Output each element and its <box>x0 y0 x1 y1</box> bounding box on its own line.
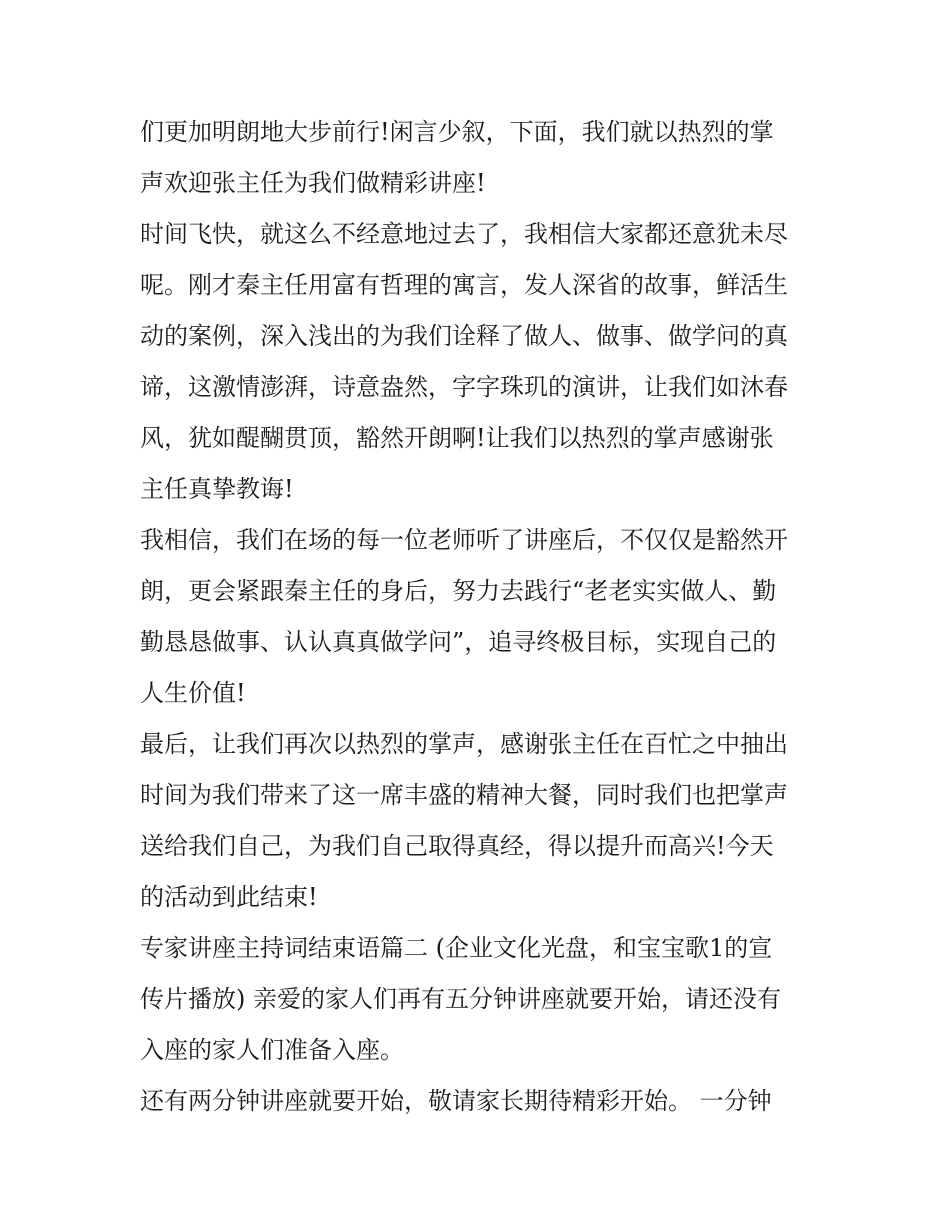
text-line: 们更加明朗地大步前行!闲言少叙，下面，我们就以热烈的掌 <box>140 118 774 146</box>
text-line: 风，犹如醍醐贯顶，豁然开朗啊!让我们以热烈的掌声感谢张 <box>140 424 774 452</box>
text-line: 还有两分钟讲座就要开始，敬请家长期待精彩开始。 一分钟 <box>140 1087 772 1115</box>
text-line: 勤恳恳做事、认认真真做学问”，追寻终极目标，实现自己的 <box>140 628 777 656</box>
text-line: 专家讲座主持词结束语篇二 (企业文化光盘，和宝宝歌1的宣 <box>140 934 773 962</box>
text-line: 朗，更会紧跟秦主任的身后，努力去践行“老老实实做人、勤 <box>140 577 777 605</box>
text-line: 入座的家人们准备入座。 <box>140 1036 404 1064</box>
text-line: 时间为我们带来了这一席丰盛的精神大餐，同时我们也把掌声 <box>140 781 788 809</box>
text-line: 的活动到此结束! <box>140 883 318 911</box>
text-line: 传片播放) 亲爱的家人们再有五分钟讲座就要开始，请还没有 <box>140 985 781 1013</box>
text-line: 最后，让我们再次以热烈的掌声，感谢张主任在百忙之中抽出 <box>140 730 788 758</box>
text-line: 人生价值! <box>140 679 246 707</box>
text-line: 送给我们自己，为我们自己取得真经，得以提升而高兴!今天 <box>140 832 774 860</box>
text-line: 动的案例，深入浅出的为我们诠释了做人、做事、做学问的真 <box>140 322 788 350</box>
text-line: 主任真挚教诲! <box>140 475 294 503</box>
text-line: 时间飞快，就这么不经意地过去了，我相信大家都还意犹未尽 <box>140 220 788 248</box>
text-line: 声欢迎张主任为我们做精彩讲座! <box>140 169 486 197</box>
text-line: 谛，这激情澎湃，诗意盎然，字字珠玑的演讲，让我们如沐春 <box>140 373 788 401</box>
document-body <box>140 107 830 1127</box>
text-line: 我相信，我们在场的每一位老师听了讲座后，不仅仅是豁然开 <box>140 526 788 554</box>
text-line: 呢。刚才秦主任用富有哲理的寓言，发人深省的故事，鲜活生 <box>140 271 788 299</box>
